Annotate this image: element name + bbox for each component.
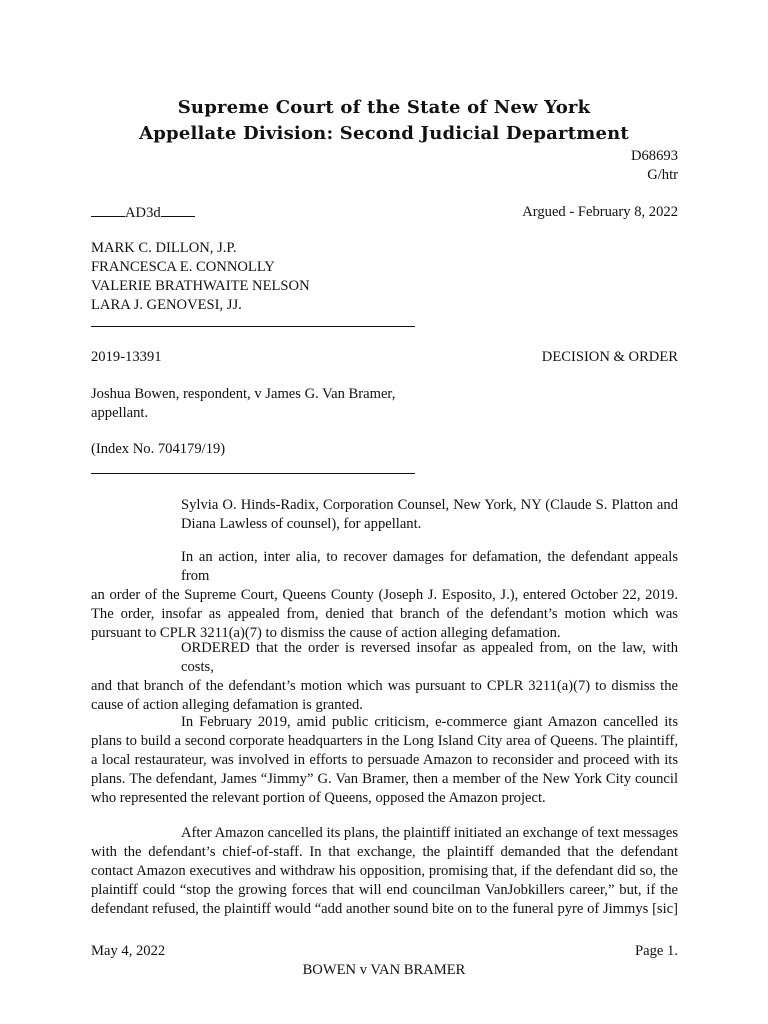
citation-blank xyxy=(161,203,195,217)
case-caption xyxy=(91,385,395,423)
paragraph-line: cause of action alleging defamation is granted. xyxy=(91,697,363,713)
decision-label: DECISION & ORDER xyxy=(541,349,678,365)
paragraph-line: pursuant to CPLR 3211(a)(7) to dismiss the cause of action alleging defamation. xyxy=(91,625,561,641)
justice-name: FRANCESCA E. CONNOLLY xyxy=(91,259,275,275)
justices-list xyxy=(91,239,310,315)
paragraph-line: In February 2019, amid public criticism, e-commerce giant Amazon cancelled its xyxy=(181,714,678,730)
footer-short-title: BOWEN v VAN BRAMER xyxy=(302,962,466,978)
paragraph-line: ORDERED that the order is reversed insofar as appealed from, on the law, with costs, xyxy=(181,640,678,675)
divider xyxy=(91,473,415,474)
paragraph-line: an order of the Supreme Court, Queens County (Joseph J. Esposito, J.), entered October 22, 2019. xyxy=(91,587,678,603)
index-number: (Index No. 704179/19) xyxy=(91,441,226,457)
court-title-line-2: Appellate Division: Second Judicial Department xyxy=(139,123,629,144)
caption-line: appellant. xyxy=(91,405,149,421)
footer-date: May 4, 2022 xyxy=(91,943,166,959)
paragraph-line: plans. The defendant, James “Jimmy” G. Van Bramer, then a member of the New York City council xyxy=(91,771,678,787)
docket-code: D68693 xyxy=(630,148,678,164)
paragraph-line: a local restaurateur, was involved in efforts to persuade Amazon to reconsider and proceed with its xyxy=(91,752,678,768)
case-number: 2019-13391 xyxy=(91,349,162,365)
body-paragraph xyxy=(91,713,678,808)
paragraph-line: plaintiff could “stop the growing forces that will end councilman VanJobkillers career,” but, if the xyxy=(91,882,678,898)
paragraph-line: In an action, inter alia, to recover damages for defamation, the defendant appeals from xyxy=(181,549,678,584)
paragraph-line: contact Amazon executives and withdraw his opposition, promising that, if the defendant did so, the xyxy=(91,863,678,879)
counsel-line: Sylvia O. Hinds-Radix, Corporation Counsel, New York, NY (Claude S. Platton and xyxy=(181,497,678,513)
page-number: Page 1. xyxy=(635,943,678,959)
citation-line xyxy=(91,203,195,223)
body-paragraph xyxy=(91,639,678,715)
paragraph-line: After Amazon cancelled its plans, the plaintiff initiated an exchange of text messages xyxy=(181,825,678,841)
body-paragraph xyxy=(91,824,678,919)
citation-blank xyxy=(91,203,125,217)
argued-date: Argued - February 8, 2022 xyxy=(522,204,678,220)
divider xyxy=(91,326,415,327)
counsel-block xyxy=(181,496,678,534)
justice-name: LARA J. GENOVESI, JJ. xyxy=(91,297,242,313)
paragraph-line: plans to build a second corporate headquarters in the Long Island City area of Queens. The plaintiff, xyxy=(91,733,678,749)
citation-suffix: AD3d xyxy=(125,205,161,221)
paragraph-line: who represented the relevant portion of Queens, opposed the Amazon project. xyxy=(91,790,546,806)
paragraph-line: The order, insofar as appealed from, denied that branch of the defendant’s motion which was xyxy=(91,606,678,622)
justice-name: VALERIE BRATHWAITE NELSON xyxy=(91,278,310,294)
docket-initials: G/htr xyxy=(647,167,678,183)
justice-name: MARK C. DILLON, J.P. xyxy=(91,240,237,256)
court-title-line-1: Supreme Court of the State of New York xyxy=(177,97,591,118)
body-paragraph xyxy=(91,548,678,643)
paragraph-line: and that branch of the defendant’s motion which was pursuant to CPLR 3211(a)(7) to dismiss the xyxy=(91,678,678,694)
counsel-line: Diana Lawless of counsel), for appellant. xyxy=(181,516,422,532)
paragraph-line: with the defendant’s chief-of-staff. In that exchange, the plaintiff demanded that the defendant xyxy=(91,844,678,860)
caption-line: Joshua Bowen, respondent, v James G. Van Bramer, xyxy=(91,386,396,402)
paragraph-line: defendant refused, the plaintiff would “add another sound bite on to the funeral pyre of Jimmys [sic] xyxy=(91,901,678,917)
